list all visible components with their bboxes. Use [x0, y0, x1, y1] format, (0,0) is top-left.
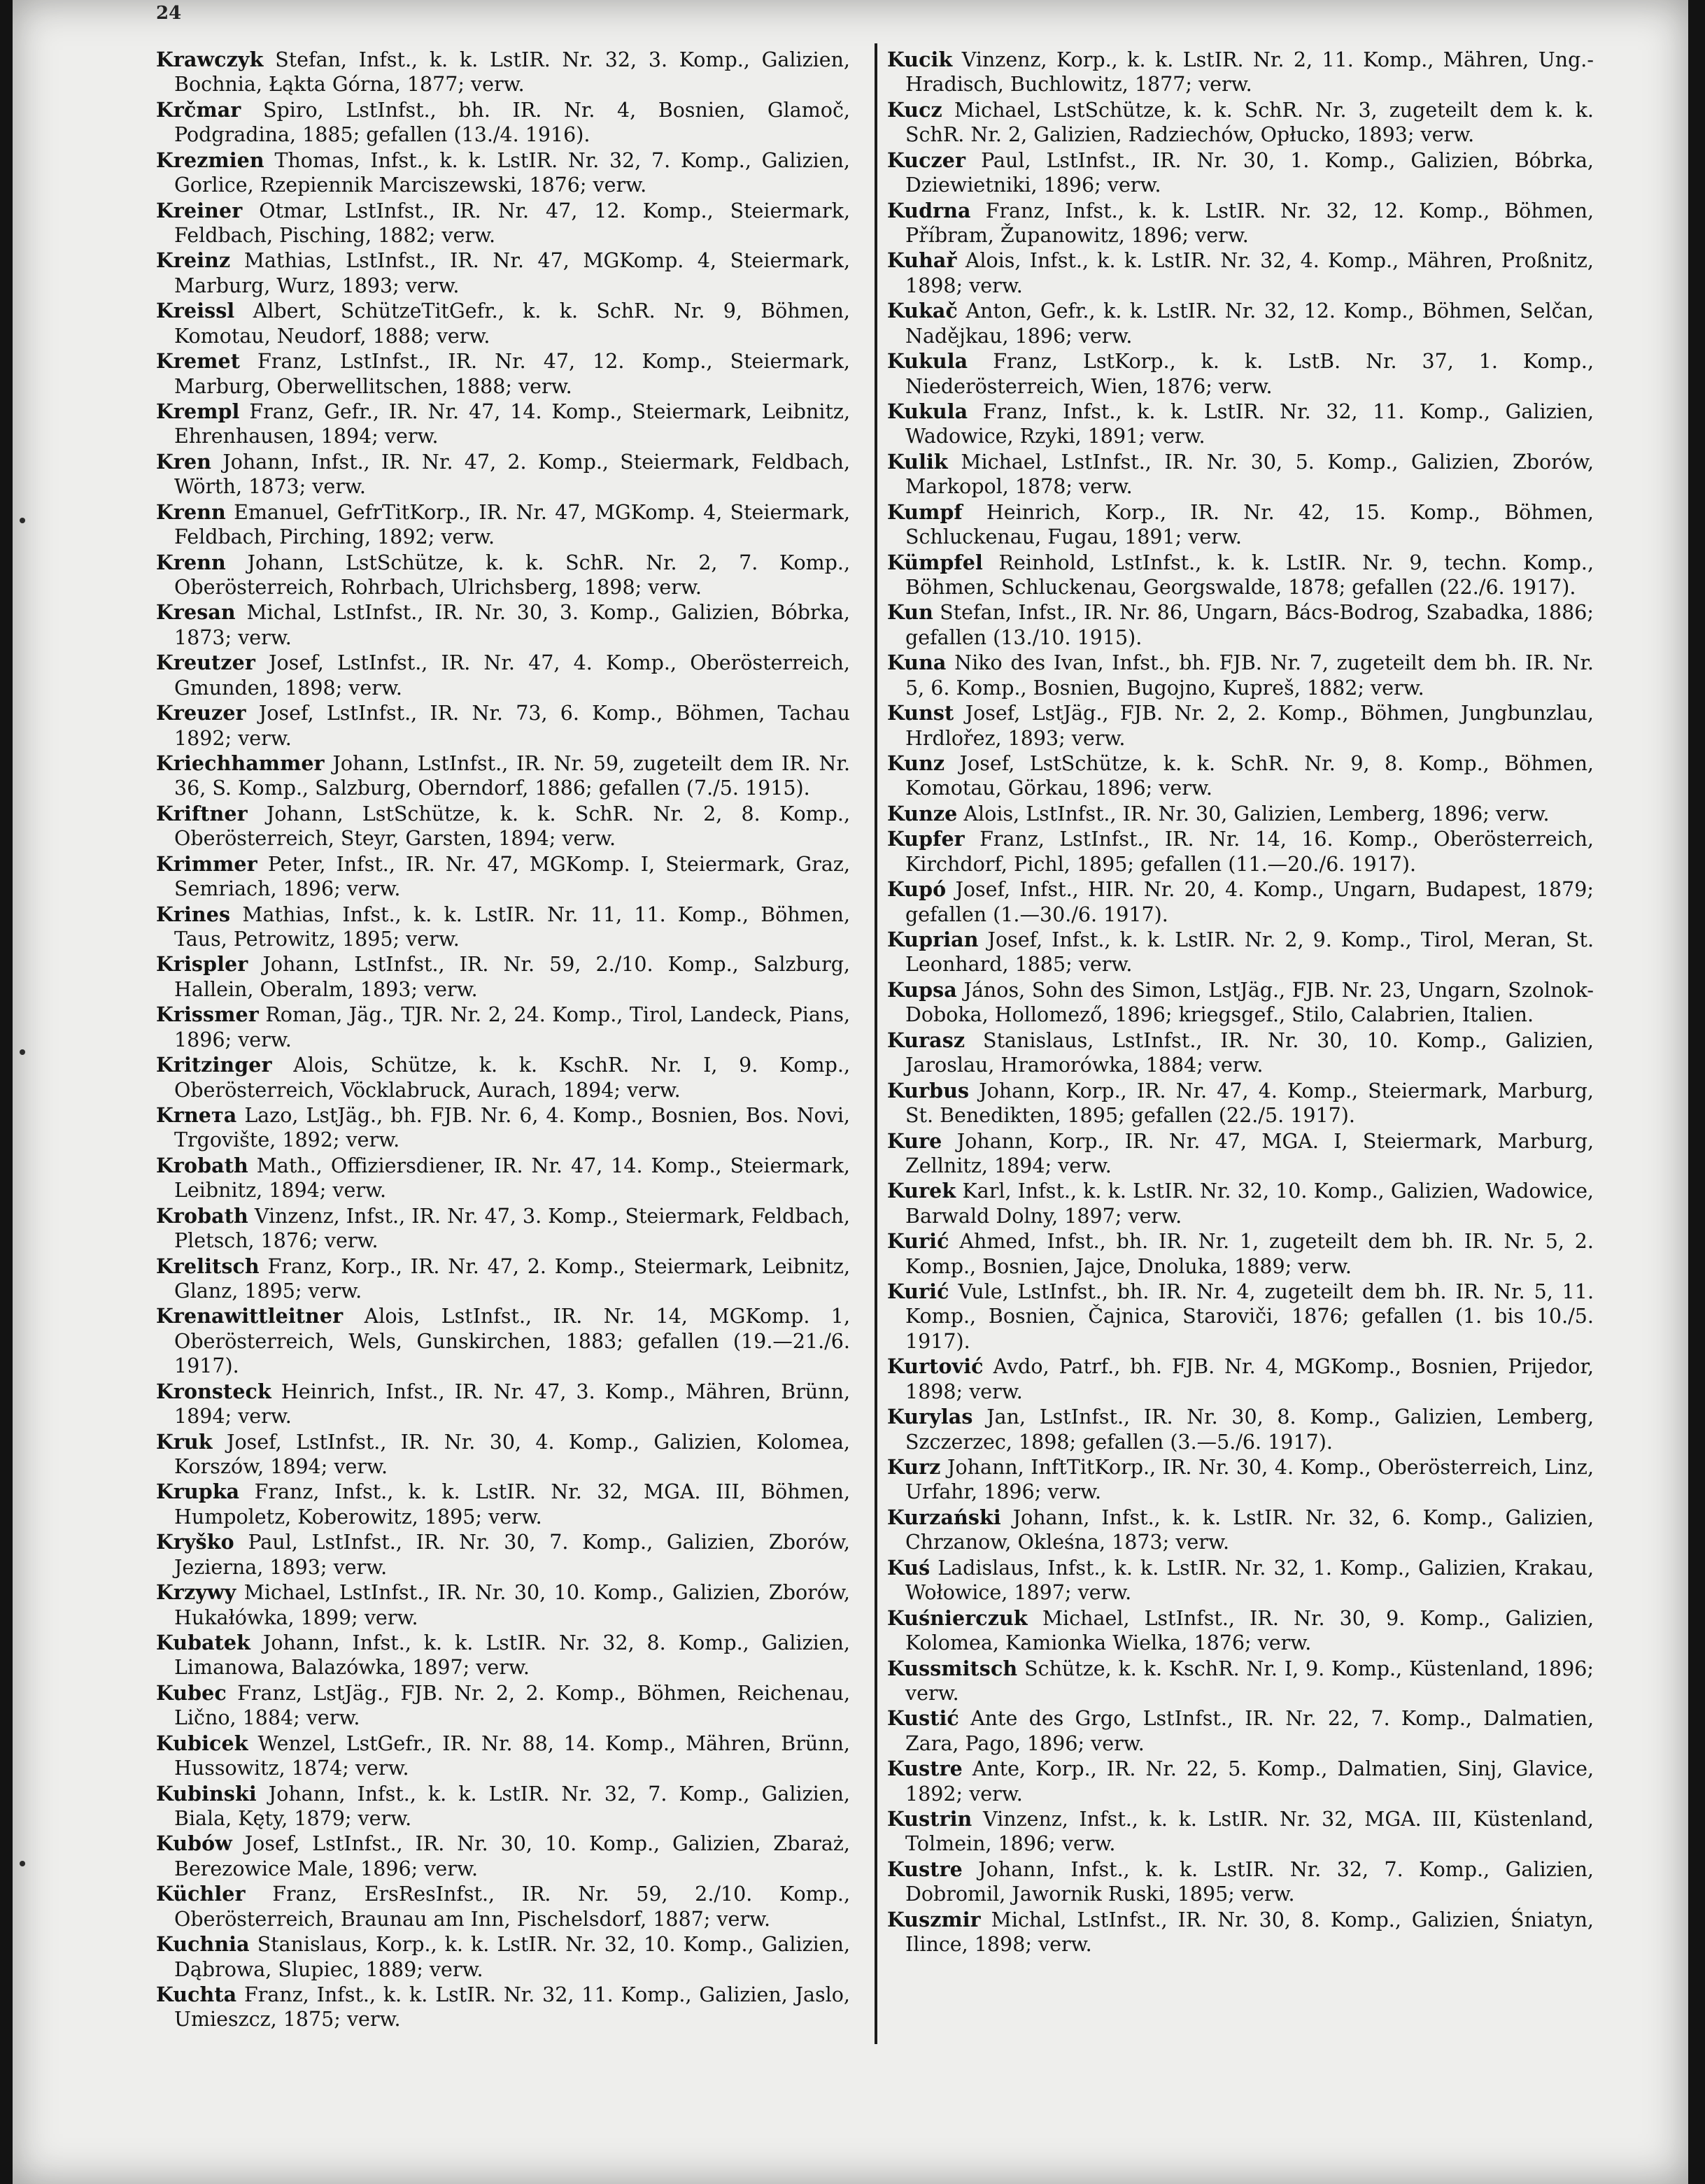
- entry-details: Johann, Infst., k. k. LstIR. Nr. 32, 7. Komp., Galizien, Biala, Kęty, 1879; verw.: [174, 1782, 850, 1831]
- entry-surname: Kure: [887, 1128, 942, 1153]
- entry-surname: Kunst: [887, 701, 954, 725]
- register-entry: [156, 902, 850, 952]
- entry-details: Paul, LstInfst., IR. Nr. 30, 7. Komp., Galizien, Zborów, Jezierna, 1893; verw.: [174, 1531, 850, 1579]
- entry-details: Alois, Schütze, k. k. KschR. Nr. I, 9. Komp., Oberösterreich, Vöcklabruck, Aurach, 1894; verw.: [174, 1054, 851, 1102]
- entry-surname: Kumpf: [887, 499, 963, 524]
- register-entry: [156, 852, 850, 902]
- register-entry: [156, 1204, 850, 1254]
- entry-surname: Kryško: [156, 1530, 234, 1554]
- register-entry: [156, 148, 850, 198]
- register-entry: [156, 248, 850, 298]
- entry-surname: Kurtović: [887, 1354, 984, 1379]
- entry-details: János, Sohn des Simon, LstJäg., FJB. Nr. 23, Ungarn, Szolnok-Doboka, Hollomező, 1896; kriegsgef., Stilo, Calabrien, Italien.: [905, 978, 1594, 1027]
- entry-details: Franz, LstInfst., IR. Nr. 47, 12. Komp., Steiermark, Marburg, Oberwellitschen, 1888; verw.: [174, 350, 850, 398]
- entry-details: Jan, LstInfst., IR. Nr. 30, 8. Komp., Galizien, Lemberg, Szczerzec, 1898; gefallen (3.—5./6. 1917).: [905, 1405, 1594, 1454]
- entry-surname: Kuś: [887, 1555, 931, 1580]
- entry-surname: Krispler: [156, 952, 248, 977]
- entry-surname: Krissmer: [156, 1002, 259, 1027]
- register-entry: [156, 48, 850, 97]
- left-column: [156, 48, 850, 2033]
- register-entry: [156, 1882, 850, 1931]
- entry-surname: Kuhař: [887, 248, 957, 273]
- entry-details: Emanuel, GefrTitKorp., IR. Nr. 47, MGKomp. 4, Steiermark, Feldbach, Pirching, 1892; verw.: [174, 500, 850, 549]
- entry-surname: Kunz: [887, 751, 945, 776]
- register-entry: [156, 701, 850, 751]
- register-entry: [156, 1831, 850, 1881]
- register-entry: [887, 701, 1594, 751]
- entry-surname: Kulik: [887, 449, 948, 474]
- register-entry: [156, 450, 850, 499]
- register-entry: [156, 1103, 850, 1153]
- entry-surname: Krimmer: [156, 851, 257, 876]
- entry-surname: Krenawittleitner: [156, 1304, 344, 1328]
- entry-details: Avdo, Patrf., bh. FJB. Nr. 4, MGKomp., Bosnien, Prijedor, 1898; verw.: [905, 1355, 1594, 1403]
- entry-surname: Kustre: [887, 1857, 963, 1881]
- entry-surname: Kunze: [887, 801, 958, 825]
- entry-surname: Kubec: [156, 1680, 227, 1705]
- entry-surname: Kucz: [887, 97, 942, 122]
- entry-surname: Kuszmir: [887, 1907, 981, 1931]
- entry-surname: Krenn: [156, 499, 226, 524]
- entry-details: Vule, LstInfst., bh. IR. Nr. 4, zugeteilt dem bh. IR. Nr. 5, 11. Komp., Bosnien, Čajnica, Staroviči, 1876; gefallen (1. bis 10./5. 1917).: [905, 1280, 1594, 1353]
- entry-details: Reinhold, LstInfst., k. k. LstIR. Nr. 9, techn. Komp., Böhmen, Schluckenau, Georgswalde, 1878; gefallen (22./6. 1917).: [905, 551, 1594, 599]
- register-entry: [887, 199, 1594, 248]
- entry-details: Michael, LstInfst., IR. Nr. 30, 9. Komp., Galizien, Kolomea, Kamionka Wielka, 1876; verw.: [905, 1606, 1594, 1655]
- entry-surname: Kupfer: [887, 827, 965, 851]
- entry-surname: Kurić: [887, 1279, 949, 1304]
- entry-details: Josef, LstInfst., IR. Nr. 30, 10. Komp., Galizien, Zbaraż, Berezowice Male, 1896; verw.: [174, 1832, 850, 1880]
- page-number: 24: [156, 3, 182, 24]
- register-entry: [887, 1279, 1594, 1354]
- entry-surname: Kubinski: [156, 1781, 257, 1806]
- entry-details: Michael, LstSchütze, k. k. SchR. Nr. 3, zugeteilt dem k. k. SchR. Nr. 2, Galizien, Radziechów, Opłucko, 1893; verw.: [905, 98, 1594, 147]
- register-entry: [887, 1807, 1594, 1857]
- entry-details: Michal, LstInfst., IR. Nr. 30, 8. Komp., Galizien, Śniatyn, Ilince, 1898; verw.: [905, 1908, 1594, 1957]
- entry-surname: Kurzański: [887, 1505, 1001, 1529]
- register-entry: [156, 349, 850, 399]
- entry-surname: Kurasz: [887, 1028, 965, 1052]
- entry-surname: Kustre: [887, 1757, 963, 1781]
- register-entry: [887, 1706, 1594, 1756]
- entry-details: Franz, Gefr., IR. Nr. 47, 14. Komp., Steiermark, Leibnitz, Ehrenhausen, 1894; verw.: [174, 400, 851, 448]
- entry-details: Mathias, LstInfst., IR. Nr. 47, MGKomp. 4, Steiermark, Marburg, Wurz, 1893; verw.: [174, 249, 850, 297]
- register-entry: [156, 1380, 850, 1429]
- register-entry: [887, 751, 1594, 801]
- register-entry: [156, 1983, 850, 2032]
- entry-details: Karl, Infst., k. k. LstIR. Nr. 32, 10. Komp., Galizien, Wadowice, Barwald Dolny, 1897; verw.: [905, 1179, 1594, 1228]
- binding-dot: [20, 1049, 25, 1055]
- entry-details: Michael, LstInfst., IR. Nr. 30, 10. Komp., Galizien, Zborów, Hukałówka, 1899; verw.: [174, 1581, 850, 1629]
- entry-details: Ante des Grgo, LstInfst., IR. Nr. 22, 7. Komp., Dalmatien, Zara, Pago, 1896; verw.: [905, 1707, 1594, 1755]
- register-entry: [156, 1480, 850, 1529]
- register-entry: [887, 1757, 1594, 1806]
- entry-details: Franz, Infst., k. k. LstIR. Nr. 32, 12. Komp., Böhmen, Příbram, Županowitz, 1896; verw.: [905, 199, 1594, 247]
- entry-details: Johann, Infst., k. k. LstIR. Nr. 32, 7. Komp., Galizien, Dobromil, Jawornik Ruski, 1895; verw.: [905, 1857, 1594, 1906]
- entry-details: Franz, Infst., k. k. LstIR. Nr. 32, 11. Komp., Galizien, Jaslo, Umieszcz, 1875; verw.: [174, 1983, 850, 2031]
- document-page: [13, 0, 1688, 2184]
- entry-details: Ahmed, Infst., bh. IR. Nr. 1, zugeteilt dem bh. IR. Nr. 5, 2. Komp., Bosnien, Jajce, Dnoluka, 1889; verw.: [905, 1230, 1594, 1278]
- entry-details: Johann, Infst., k. k. LstIR. Nr. 32, 8. Komp., Galizien, Limanowa, Balazówka, 1897; verw.: [174, 1631, 850, 1680]
- entry-surname: Kustrin: [887, 1807, 972, 1831]
- entry-details: Thomas, Infst., k. k. LstIR. Nr. 32, 7. Komp., Galizien, Gorlice, Rzepiennik Marciszewski, 1876; verw.: [174, 148, 850, 197]
- entry-details: Johann, Korp., IR. Nr. 47, MGA. I, Steiermark, Marburg, Zellnitz, 1894; verw.: [905, 1129, 1594, 1177]
- entry-details: Johann, Infst., k. k. LstIR. Nr. 32, 6. Komp., Galizien, Chrzanow, Okleśna, 1873; verw.: [905, 1505, 1594, 1554]
- entry-details: Ladislaus, Infst., k. k. LstIR. Nr. 32, 1. Komp., Galizien, Krakau, Wołowice, 1897; verw.: [905, 1556, 1594, 1605]
- entry-details: Mathias, Infst., k. k. LstIR. Nr. 11, 11. Komp., Böhmen, Taus, Petrowitz, 1895; verw.: [174, 902, 850, 951]
- register-entry: [887, 802, 1594, 826]
- entry-surname: Kurz: [887, 1455, 941, 1480]
- register-entry: [887, 349, 1594, 399]
- entry-details: Franz, Korp., IR. Nr. 47, 2. Komp., Steiermark, Leibnitz, Glanz, 1895; verw.: [174, 1254, 851, 1303]
- entry-surname: Krnета: [156, 1103, 237, 1128]
- entry-details: Michal, LstInfst., IR. Nr. 30, 3. Komp., Galizien, Bóbrka, 1873; verw.: [174, 601, 850, 649]
- register-entry: [887, 299, 1594, 348]
- entry-surname: Kuczer: [887, 148, 966, 172]
- entry-surname: Kreuzer: [156, 701, 246, 725]
- entry-details: Albert, SchützeTitGefr., k. k. SchR. Nr. 9, Böhmen, Komotau, Neudorf, 1888; verw.: [174, 299, 850, 348]
- register-entry: [887, 1079, 1594, 1128]
- entry-details: Niko des Ivan, Infst., bh. FJB. Nr. 7, zugeteilt dem bh. IR. Nr. 5, 6. Komp., Bosnien, Bugojno, Kupreš, 1882; verw.: [905, 651, 1594, 700]
- entry-surname: Kuna: [887, 651, 947, 675]
- register-entry: [156, 1304, 850, 1378]
- entry-details: Paul, LstInfst., IR. Nr. 30, 1. Komp., Galizien, Bóbrka, Dziewietniki, 1896; verw.: [905, 148, 1594, 197]
- register-entry: [156, 1631, 850, 1680]
- entry-details: Franz, Infst., k. k. LstIR. Nr. 32, 11. Komp., Galizien, Wadowice, Rzyki, 1891; verw.: [905, 400, 1594, 448]
- entry-details: Johann, Korp., IR. Nr. 47, 4. Komp., Steiermark, Marburg, St. Benedikten, 1895; gefallen (22./5. 1917).: [905, 1079, 1594, 1128]
- entry-surname: Kümpfel: [887, 550, 983, 574]
- entry-surname: Kruk: [156, 1429, 213, 1454]
- entry-details: Franz, LstKorp., k. k. LstB. Nr. 37, 1. Komp., Niederösterreich, Wien, 1876; verw.: [905, 350, 1594, 398]
- entry-surname: Kurić: [887, 1229, 949, 1254]
- entry-surname: Kritzinger: [156, 1053, 272, 1077]
- register-entry: [887, 1556, 1594, 1605]
- entry-surname: Kreiner: [156, 198, 243, 222]
- register-entry: [887, 450, 1594, 499]
- register-entry: [156, 1430, 850, 1480]
- entry-surname: Kukula: [887, 399, 968, 424]
- register-entry: [156, 600, 850, 650]
- entry-surname: Kreissl: [156, 299, 235, 323]
- entry-details: Stanislaus, Korp., k. k. LstIR. Nr. 32, 10. Komp., Galizien, Dąbrowa, Slupiec, 1889; verw.: [174, 1933, 850, 1981]
- register-entry: [887, 148, 1594, 198]
- register-entry: [887, 877, 1594, 927]
- entry-details: Alois, LstInfst., IR. Nr. 14, MGKomp. 1, Oberösterreich, Wels, Gunskirchen, 1883; gefallen (19.—21./6. 1917).: [174, 1305, 850, 1378]
- entry-details: Roman, Jäg., TJR. Nr. 2, 24. Komp., Tirol, Landeck, Pians, 1896; verw.: [174, 1003, 851, 1051]
- entry-details: Johann, LstSchütze, k. k. SchR. Nr. 2, 8. Komp., Oberösterreich, Steyr, Garsten, 1894; verw.: [174, 802, 851, 851]
- register-entry: [156, 199, 850, 248]
- register-entry: [887, 1028, 1594, 1078]
- entry-surname: Kuchnia: [156, 1932, 250, 1957]
- entry-surname: Kren: [156, 449, 212, 474]
- entry-details: Johann, Infst., IR. Nr. 47, 2. Komp., Steiermark, Feldbach, Wörth, 1873; verw.: [174, 450, 851, 499]
- entry-details: Michael, LstInfst., IR. Nr. 30, 5. Komp., Galizien, Zborów, Markopol, 1878; verw.: [905, 450, 1594, 499]
- register-entry: [156, 1681, 850, 1731]
- entry-surname: Krelitsch: [156, 1254, 260, 1278]
- entry-details: Franz, Infst., k. k. LstIR. Nr. 32, MGA. III, Böhmen, Humpoletz, Koberowitz, 1895; verw.: [174, 1480, 851, 1529]
- register-entry: [156, 1530, 850, 1580]
- register-entry: [156, 952, 850, 1002]
- register-entry: [156, 1053, 850, 1102]
- entry-details: Josef, Infst., k. k. LstIR. Nr. 2, 9. Komp., Tirol, Meran, St. Leonhard, 1885; verw.: [905, 928, 1594, 977]
- entry-surname: Kriechhammer: [156, 751, 325, 776]
- entry-surname: Kronsteck: [156, 1379, 271, 1403]
- entry-details: Wenzel, LstGefr., IR. Nr. 88, 14. Komp., Mähren, Brünn, Hussowitz, 1874; verw.: [174, 1731, 850, 1780]
- register-entry: [156, 1782, 850, 1831]
- entry-details: Stanislaus, LstInfst., IR. Nr. 30, 10. Komp., Galizien, Jaroslau, Hramorówka, 1884; verw.: [905, 1028, 1594, 1077]
- register-entry: [887, 1857, 1594, 1907]
- entry-details: Peter, Infst., IR. Nr. 47, MGKomp. I, Steiermark, Graz, Semriach, 1896; verw.: [174, 852, 850, 901]
- entry-details: Vinzenz, Infst., IR. Nr. 47, 3. Komp., Steiermark, Feldbach, Pletsch, 1876; verw.: [174, 1204, 850, 1253]
- entry-details: Stefan, Infst., k. k. LstIR. Nr. 32, 3. Komp., Galizien, Bochnia, Łąkta Górna, 1877; verw.: [174, 48, 850, 97]
- entry-surname: Kubów: [156, 1831, 232, 1856]
- register-entry: [156, 98, 850, 148]
- entry-details: Josef, LstInfst., IR. Nr. 73, 6. Komp., Böhmen, Tachau 1892; verw.: [174, 702, 850, 750]
- entry-surname: Krempl: [156, 399, 240, 424]
- register-entry: [887, 1354, 1594, 1404]
- register-entry: [887, 651, 1594, 700]
- register-entry: [156, 1154, 850, 1203]
- register-entry: [156, 551, 850, 600]
- entry-surname: Kustić: [887, 1706, 959, 1731]
- entry-surname: Kremet: [156, 349, 240, 374]
- register-entry: [887, 248, 1594, 298]
- entry-details: Spiro, LstInfst., bh. IR. Nr. 4, Bosnien, Glamoč, Podgradina, 1885; gefallen (13./4. 1916).: [174, 98, 850, 147]
- register-entry: [887, 500, 1594, 550]
- register-entry: [156, 1580, 850, 1630]
- entry-surname: Kupó: [887, 877, 947, 902]
- entry-details: Franz, ErsResInfst., IR. Nr. 59, 2./10. Komp., Oberösterreich, Braunau am Inn, Pischelsdorf, 1887; verw.: [174, 1882, 851, 1931]
- entry-details: Heinrich, Infst., IR. Nr. 47, 3. Komp., Mähren, Brünn, 1894; verw.: [174, 1380, 850, 1428]
- entry-surname: Kreutzer: [156, 651, 255, 675]
- entry-details: Anton, Gefr., k. k. LstIR. Nr. 32, 12. Komp., Böhmen, Selčan, Nadějkau, 1896; verw.: [905, 299, 1594, 348]
- register-entry: [156, 751, 850, 801]
- register-entry: [887, 1455, 1594, 1505]
- entry-details: Josef, LstInfst., IR. Nr. 47, 4. Komp., Oberösterreich, Gmunden, 1898; verw.: [174, 651, 850, 700]
- entry-details: Franz, LstInfst., IR. Nr. 14, 16. Komp., Oberösterreich, Kirchdorf, Pichl, 1895; gefallen (11.—20./6. 1917).: [905, 828, 1594, 876]
- entry-surname: Krawczyk: [156, 48, 264, 71]
- register-entry: [887, 827, 1594, 877]
- register-entry: [887, 1229, 1594, 1279]
- register-entry: [156, 1731, 850, 1781]
- entry-surname: Kupsa: [887, 977, 957, 1002]
- entry-surname: Kreinz: [156, 248, 231, 273]
- register-entry: [887, 978, 1594, 1028]
- register-entry: [887, 1657, 1594, 1706]
- entry-surname: Kresan: [156, 600, 236, 625]
- register-entry: [887, 1606, 1594, 1656]
- register-entry: [887, 1908, 1594, 1957]
- entry-surname: Kucik: [887, 48, 953, 71]
- register-entry: [156, 500, 850, 550]
- entry-surname: Kubicek: [156, 1731, 248, 1755]
- register-entry: [156, 1932, 850, 1982]
- entry-details: Otmar, LstInfst., IR. Nr. 47, 12. Komp., Steiermark, Feldbach, Pisching, 1882; verw.: [174, 199, 851, 247]
- entry-details: Alois, Infst., k. k. LstIR. Nr. 32, 4. Komp., Mähren, Proßnitz, 1898; verw.: [905, 249, 1594, 297]
- entry-surname: Kurbus: [887, 1078, 970, 1102]
- entry-surname: Kurek: [887, 1179, 956, 1203]
- entry-details: Josef, LstSchütze, k. k. SchR. Nr. 9, 8. Komp., Böhmen, Komotau, Görkau, 1896; verw.: [905, 752, 1594, 800]
- entry-details: Alois, LstInfst., IR. Nr. 30, Galizien, Lemberg, 1896; verw.: [963, 802, 1550, 825]
- register-entry: [887, 48, 1594, 97]
- register-entry: [887, 928, 1594, 977]
- entry-details: Vinzenz, Infst., k. k. LstIR. Nr. 32, MGA. III, Küstenland, Tolmein, 1896; verw.: [905, 1808, 1594, 1856]
- entry-details: Lazo, LstJäg., bh. FJB. Nr. 6, 4. Komp., Bosnien, Bos. Novi, Trgovište, 1892; verw.: [174, 1104, 850, 1152]
- entry-surname: Kriftner: [156, 801, 248, 825]
- entry-details: Johann, InftTitKorp., IR. Nr. 30, 4. Komp., Oberösterreich, Linz, Urfahr, 1896; verw.: [905, 1456, 1594, 1504]
- entry-surname: Kubatek: [156, 1631, 251, 1655]
- entry-details: Johann, LstInfst., IR. Nr. 59, 2./10. Komp., Salzburg, Hallein, Oberalm, 1893; verw.: [174, 953, 850, 1001]
- right-column: [887, 48, 1594, 1958]
- entry-details: Josef, LstInfst., IR. Nr. 30, 4. Komp., Galizien, Kolomea, Korszów, 1894; verw.: [174, 1430, 850, 1479]
- entry-details: Heinrich, Korp., IR. Nr. 42, 15. Komp., Böhmen, Schluckenau, Fugau, 1891; verw.: [905, 500, 1594, 549]
- entry-surname: Krčmar: [156, 97, 241, 122]
- binding-dot: [20, 1861, 25, 1866]
- register-entry: [887, 98, 1594, 148]
- entry-surname: Kukula: [887, 349, 968, 374]
- entry-surname: Kuchta: [156, 1983, 237, 2007]
- entry-surname: Krobath: [156, 1153, 248, 1177]
- register-entry: [156, 1002, 850, 1052]
- register-entry: [887, 1179, 1594, 1228]
- entry-details: Math., Offiziersdiener, IR. Nr. 47, 14. Komp., Steiermark, Leibnitz, 1894; verw.: [174, 1154, 850, 1203]
- column-divider: [875, 43, 877, 2044]
- entry-details: Johann, LstInfst., IR. Nr. 59, zugeteilt dem IR. Nr. 36, S. Komp., Salzburg, Oberndorf, 1886; gefallen (7./5. 1915).: [174, 752, 851, 800]
- register-entry: [156, 299, 850, 348]
- entry-surname: Krezmien: [156, 148, 264, 172]
- entry-details: Stefan, Infst., IR. Nr. 86, Ungarn, Bács-Bodrog, Szabadka, 1886; gefallen (13./10. 1915).: [905, 601, 1594, 649]
- entry-surname: Krzywy: [156, 1580, 236, 1605]
- entry-surname: Krupka: [156, 1480, 240, 1504]
- register-entry: [156, 651, 850, 700]
- entry-surname: Kuśnierczuk: [887, 1605, 1028, 1630]
- entry-surname: Krines: [156, 902, 231, 926]
- register-entry: [887, 399, 1594, 449]
- entry-details: Ante, Korp., IR. Nr. 22, 5. Komp., Dalmatien, Sinj, Glavice, 1892; verw.: [905, 1757, 1594, 1806]
- entry-details: Franz, LstJäg., FJB. Nr. 2, 2. Komp., Böhmen, Reichenau, Lično, 1884; verw.: [174, 1681, 851, 1730]
- entry-details: Josef, Infst., HIR. Nr. 20, 4. Komp., Ungarn, Budapest, 1879; gefallen (1.—30./6. 1917).: [905, 878, 1594, 926]
- entry-details: Vinzenz, Korp., k. k. LstIR. Nr. 2, 11. Komp., Mähren, Ung.-Hradisch, Buchlowitz, 1877; verw.: [905, 48, 1594, 97]
- entry-surname: Kussmitsch: [887, 1656, 1018, 1680]
- entry-surname: Küchler: [156, 1882, 246, 1906]
- entry-surname: Krenn: [156, 550, 226, 574]
- register-entry: [156, 1254, 850, 1304]
- entry-surname: Kun: [887, 600, 933, 625]
- binding-dot: [20, 518, 25, 523]
- register-entry: [887, 1505, 1594, 1555]
- register-entry: [156, 399, 850, 449]
- register-entry: [887, 1405, 1594, 1454]
- register-entry: [156, 802, 850, 851]
- register-entry: [887, 551, 1594, 600]
- entry-surname: Kurylas: [887, 1405, 973, 1429]
- entry-surname: Kukač: [887, 299, 958, 323]
- entry-details: Johann, LstSchütze, k. k. SchR. Nr. 2, 7. Komp., Oberösterreich, Rohrbach, Ulrichsberg, 1898; verw.: [174, 551, 850, 599]
- entry-details: Josef, LstJäg., FJB. Nr. 2, 2. Komp., Böhmen, Jungbunzlau, Hrdlořez, 1893; verw.: [905, 702, 1594, 750]
- register-entry: [887, 1129, 1594, 1179]
- register-entry: [887, 600, 1594, 650]
- entry-details: Schütze, k. k. KschR. Nr. I, 9. Komp., Küstenland, 1896; verw.: [905, 1657, 1594, 1705]
- entry-surname: Kudrna: [887, 198, 971, 222]
- entry-surname: Kuprian: [887, 928, 979, 952]
- entry-surname: Krobath: [156, 1203, 248, 1228]
